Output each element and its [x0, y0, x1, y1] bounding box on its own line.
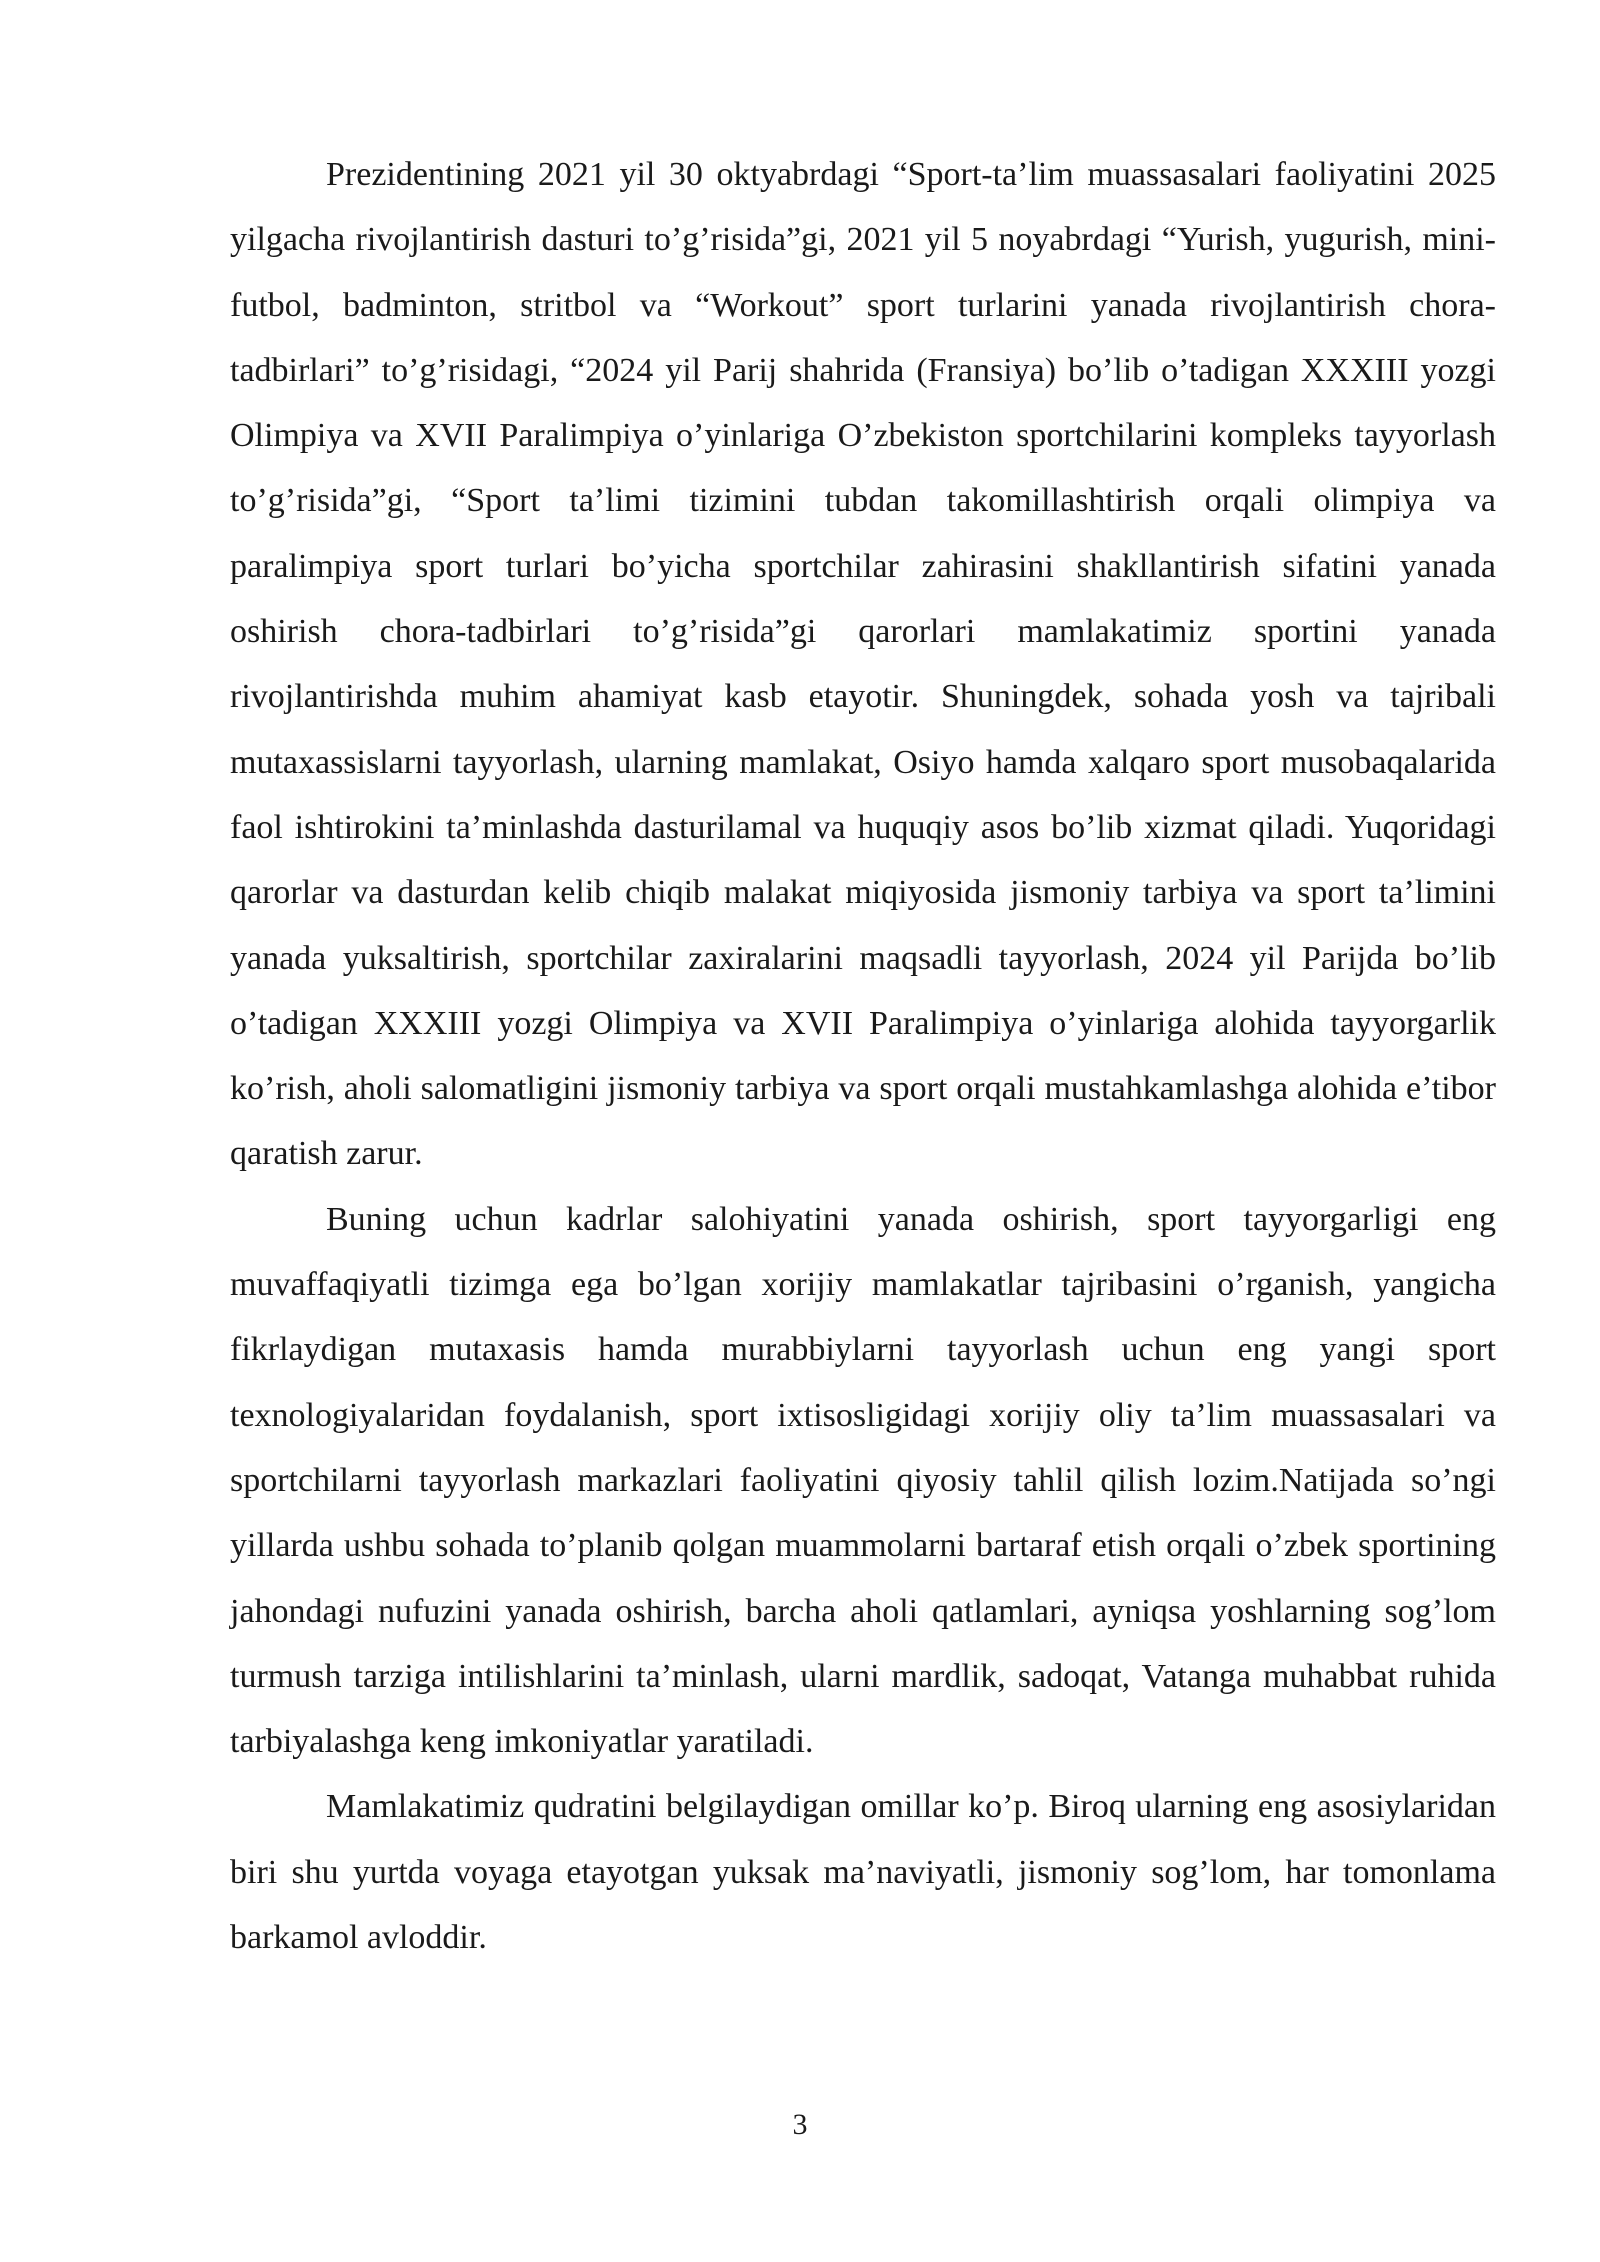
paragraph-1: Prezidentining 2021 yil 30 oktyabrdagi “Sport-ta’lim muassasalari faoliyatini 2025 yilgacha rivojlantirish dasturi to’g’risida”gi, 2021 yil 5 noyabrdagi “Yurish, yugurish, mini-futbol, badminton, stritbol va “Workout” sport turlarini yanada rivojlantirish chora-tadbirlari” to’g’risidagi, “2024 yil Parij shahrida (Fransiya) bo’lib o’tadigan XXXIII yozgi Olimpiya va XVII Paralimpiya o’yinlariga O’zbekiston sportchilarini kompleks tayyorlash to’g’risida”gi, “Sport ta’limi tizimini tubdan takomillashtirish orqali olimpiya va paralimpiya sport turlari bo’yicha sportchilar zahirasini shakllantirish sifatini yanada oshirish chora-tadbirlari to’g’risida”gi qarorlari mamlakatimiz sportini yanada rivojlantirishda muhim ahamiyat kasb etayotir. Shuningdek, sohada yosh va tajribali mutaxassislarni tayyorlash, ularning mamlakat, Osiyo hamda xalqaro sport musobaqalarida faol ishtirokini ta’minlashda dasturilamal va huquqiy asos bo’lib xizmat qiladi. Yuqoridagi qarorlar va dasturdan kelib chiqib malakat miqiyosida jismoniy tarbiya va sport ta’limini yanada yuksaltirish, sportchilar zaxiralarini maqsadli tayyorlash, 2024 yil Parijda bo’lib o’tadigan XXXIII yozgi Olimpiya va XVII Paralimpiya o’yinlariga alohida tayyorgarlik ko’rish, aholi salomatligini jismoniy tarbiya va sport orqali mustahkamlashga alohida e’tibor qaratish zarur. [230, 156, 1496, 1173]
page-number: 3 [792, 2108, 808, 2141]
document-body [230, 142, 1496, 1970]
paragraph-2: Buning uchun kadrlar salohiyatini yanada oshirish, sport tayyorgarligi eng muvaffaqiyatli tizimga ega bo’lgan xorijiy mamlakatlar tajribasini o’rganish, yangicha fikrlaydigan mutaxasis hamda murabbiylarni tayyorlash uchun eng yangi sport texnologiyalaridan foydalanish, sport ixtisosligidagi xorijiy oliy ta’lim muassasalari va sportchilarni tayyorlash markazlari faoliyatini qiyosiy tahlil qilish lozim.Natijada so’ngi yillarda ushbu sohada to’planib qolgan muammolarni bartaraf etish orqali o’zbek sportining jahondagi nufuzini yanada oshirish, barcha aholi qatlamlari, ayniqsa yoshlarning sog’lom turmush tarziga intilishlarini ta’minlash, ularni mardlik, sadoqat, Vatanga muhabbat ruhida tarbiyalashga keng imkoniyatlar yaratiladi. [230, 1200, 1496, 1761]
paragraph-3: Mamlakatimiz qudratini belgilaydigan omillar ko’p. Biroq ularning eng asosiylaridan biri shu yurtda voyaga etayotgan yuksak ma’naviyatli, jismoniy sog’lom, har tomonlama barkamol avloddir. [230, 1788, 1496, 1957]
